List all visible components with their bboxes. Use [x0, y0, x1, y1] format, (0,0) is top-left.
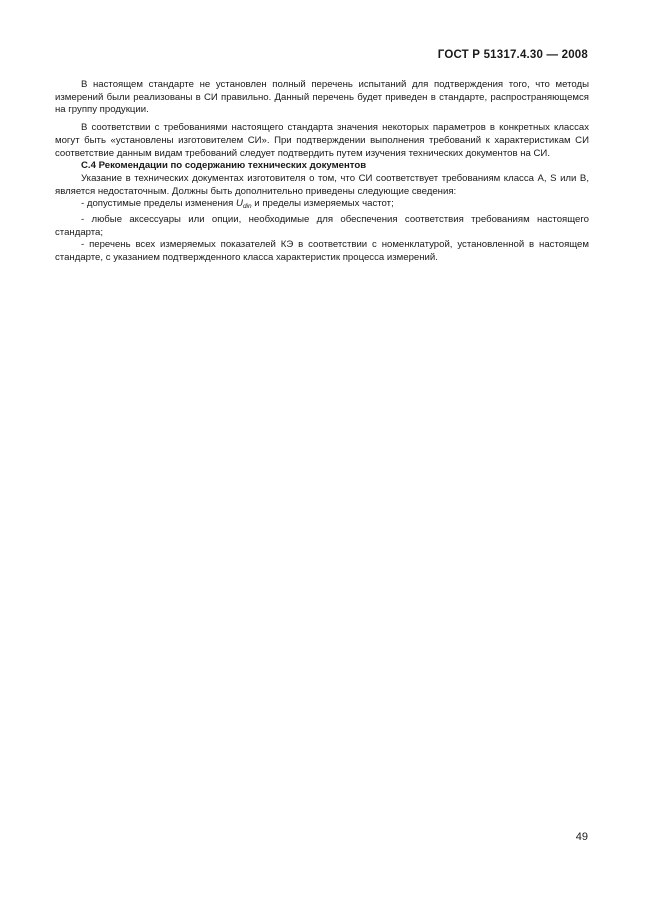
section-title: С.4 Рекомендации по содержанию технических документов: [81, 160, 367, 172]
document-body: [55, 79, 589, 265]
voltage-subscript: din: [242, 203, 252, 211]
list-item-text: - допустимые пределы изменения: [81, 198, 236, 210]
list-item-text-end: и пределы измеряемых частот;: [251, 198, 394, 210]
list-item-voltage-limits: [55, 198, 589, 214]
voltage-symbol: U: [236, 198, 243, 210]
list-item-measured-indicators: - перечень всех измеряемых показателей КЭ в соответствии с номенклатурой, установленной в настоящем стандарте, с указанием подтвержденного класса характеристик процесса измерений.: [55, 239, 589, 264]
section-intro: Указание в технических документах изготовителя о том, что СИ соответствует требованиям класса А, S или В, является недостаточным. Должны быть дополнительно приведены следующие сведения:: [55, 172, 589, 197]
list-item-accessories: - любые аксессуары или опции, необходимые для обеспечения соответствия требованиям настоящего стандарта;: [55, 214, 589, 238]
page-number: 49: [575, 831, 588, 843]
paragraph-test-list: В настоящем стандарте не установлен полный перечень испытаний для подтверждения того, что методы измерений были реализованы в СИ правильно. Данный перечень будет приведен в стандарте, распространяющемся на группу продукции.: [55, 79, 589, 116]
paragraph-manufacturer-params: В соответствии с требованиями настоящего стандарта значения некоторых параметров в конкретных классах могут быть «установлены изготовителем СИ». При подтверждении выполнения требований к характеристикам СИ соответствие данным видам требований следует подтвердить путем изучения технических документов на СИ.: [55, 122, 589, 159]
document-header: ГОСТ Р 51317.4.30 — 2008: [437, 49, 588, 61]
